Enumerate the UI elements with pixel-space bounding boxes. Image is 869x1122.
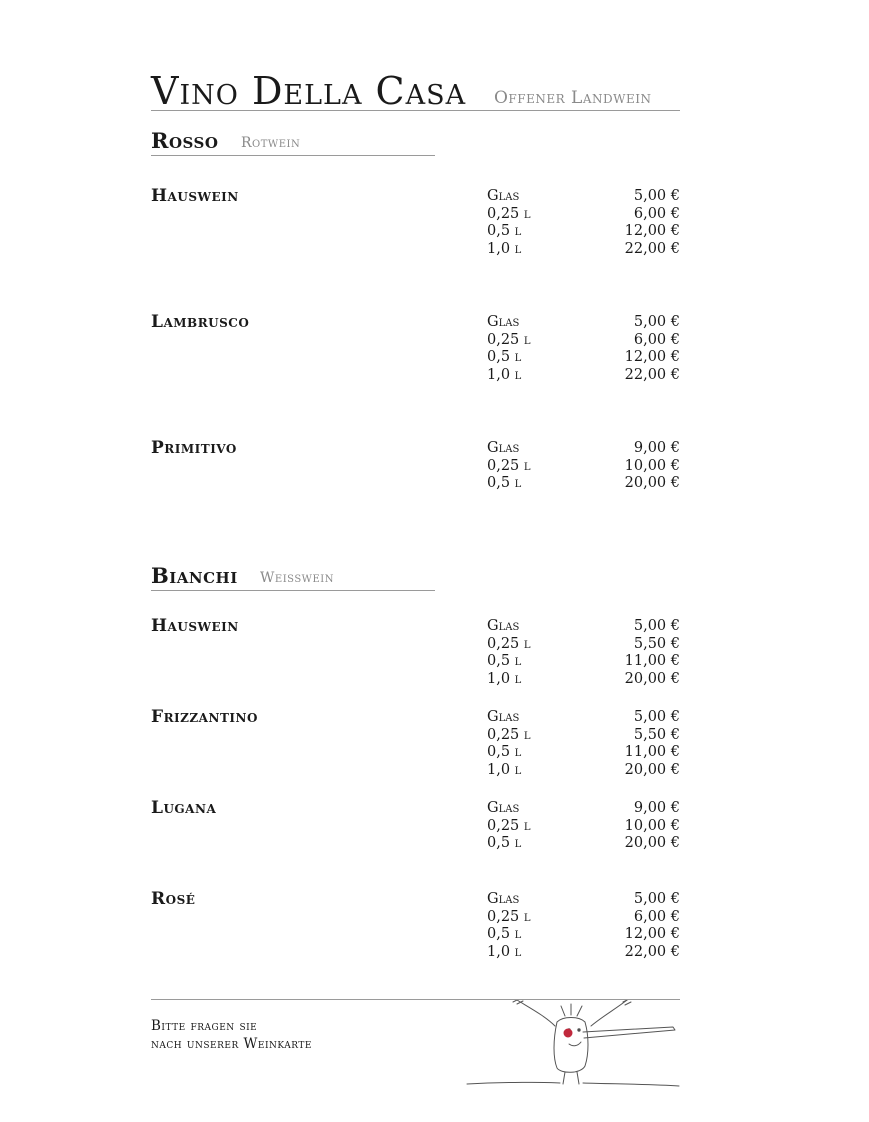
size-label: 0,5 l (487, 223, 522, 240)
price-row (487, 835, 680, 853)
price-value: 5,50 € (633, 635, 680, 652)
price-value: 20,00 € (624, 762, 680, 779)
size-label: 1,0 l (487, 762, 522, 779)
price-row (487, 636, 680, 654)
size-label: Glas (487, 440, 520, 456)
size-label: 1,0 l (487, 241, 522, 258)
price-value: 5,00 € (633, 188, 680, 204)
price-value: 12,00 € (624, 349, 680, 366)
size-label: 0,5 l (487, 475, 522, 492)
price-list (487, 188, 680, 259)
menu-title: Vino Della Casa (151, 69, 467, 113)
price-row (487, 188, 680, 206)
price-list (487, 891, 680, 962)
price-row (487, 709, 680, 727)
price-row (487, 926, 680, 944)
size-label: 0,25 l (487, 908, 531, 925)
price-value: 5,00 € (633, 618, 680, 634)
price-row (487, 818, 680, 836)
price-value: 20,00 € (624, 475, 680, 492)
price-row (487, 944, 680, 962)
size-label: 0,5 l (487, 835, 522, 852)
price-row (487, 618, 680, 636)
size-label: Glas (487, 800, 520, 816)
price-list (487, 440, 680, 493)
wine-name: Hauswein (151, 616, 239, 636)
size-label: 0,25 l (487, 457, 531, 474)
size-label: Glas (487, 618, 520, 634)
price-row (487, 727, 680, 745)
price-list (487, 800, 680, 853)
price-row (487, 653, 680, 671)
size-label: 0,25 l (487, 635, 531, 652)
price-row (487, 475, 680, 493)
footer-note (151, 1018, 312, 1053)
price-value: 9,00 € (633, 440, 680, 456)
price-value: 22,00 € (624, 367, 680, 384)
section-header-rosso (151, 129, 435, 156)
price-list (487, 314, 680, 385)
size-label: 0,5 l (487, 349, 522, 366)
pinocchio-doodle-icon (465, 1000, 685, 1092)
price-value: 11,00 € (624, 653, 680, 670)
price-row (487, 314, 680, 332)
title-divider (151, 110, 680, 111)
wine-name: Hauswein (151, 186, 239, 206)
price-row (487, 332, 680, 350)
price-value: 22,00 € (624, 944, 680, 961)
size-label: 0,5 l (487, 653, 522, 670)
wine-name: Lugana (151, 798, 217, 818)
price-value: 20,00 € (624, 835, 680, 852)
price-row (487, 367, 680, 385)
size-label: 0,25 l (487, 817, 531, 834)
price-value: 11,00 € (624, 744, 680, 761)
price-list (487, 618, 680, 689)
price-row (487, 762, 680, 780)
price-value: 12,00 € (624, 223, 680, 240)
wine-name: Rosé (151, 889, 196, 909)
section-subtitle: Rotwein (241, 135, 301, 151)
price-value: 12,00 € (624, 926, 680, 943)
size-label: 0,5 l (487, 744, 522, 761)
size-label: 0,5 l (487, 926, 522, 943)
price-row (487, 671, 680, 689)
footer-line: nach unserer Weinkarte (151, 1035, 312, 1052)
wine-name: Lambrusco (151, 312, 250, 332)
price-row (487, 800, 680, 818)
size-label: 1,0 l (487, 367, 522, 384)
size-label: Glas (487, 188, 520, 204)
section-title: Bianchi (151, 563, 238, 588)
size-label: Glas (487, 314, 520, 330)
price-row (487, 440, 680, 458)
size-label: Glas (487, 709, 520, 725)
price-row (487, 744, 680, 762)
price-row (487, 458, 680, 476)
price-row (487, 206, 680, 224)
price-row (487, 909, 680, 927)
section-title: Rosso (151, 128, 219, 153)
wine-name: Primitivo (151, 438, 237, 458)
price-value: 6,00 € (633, 205, 680, 222)
size-label: Glas (487, 891, 520, 907)
size-label: 0,25 l (487, 331, 531, 348)
section-header-bianchi (151, 564, 435, 591)
size-label: 1,0 l (487, 944, 522, 961)
menu-subtitle: Offener Landwein (494, 88, 652, 108)
price-list (487, 709, 680, 780)
size-label: 0,25 l (487, 726, 531, 743)
price-value: 5,00 € (633, 709, 680, 725)
price-value: 20,00 € (624, 671, 680, 688)
price-value: 5,00 € (633, 314, 680, 330)
price-value: 6,00 € (633, 908, 680, 925)
price-row (487, 223, 680, 241)
price-value: 5,50 € (633, 726, 680, 743)
price-value: 9,00 € (633, 800, 680, 816)
size-label: 0,25 l (487, 205, 531, 222)
price-value: 10,00 € (624, 817, 680, 834)
section-subtitle: Weisswein (260, 570, 334, 586)
footer-line: Bitte fragen sie (151, 1018, 258, 1034)
size-label: 1,0 l (487, 671, 522, 688)
price-row (487, 241, 680, 259)
price-value: 10,00 € (624, 457, 680, 474)
price-value: 6,00 € (633, 331, 680, 348)
price-value: 5,00 € (633, 891, 680, 907)
price-row (487, 349, 680, 367)
wine-name: Frizzantino (151, 707, 258, 727)
price-row (487, 891, 680, 909)
price-value: 22,00 € (624, 241, 680, 258)
